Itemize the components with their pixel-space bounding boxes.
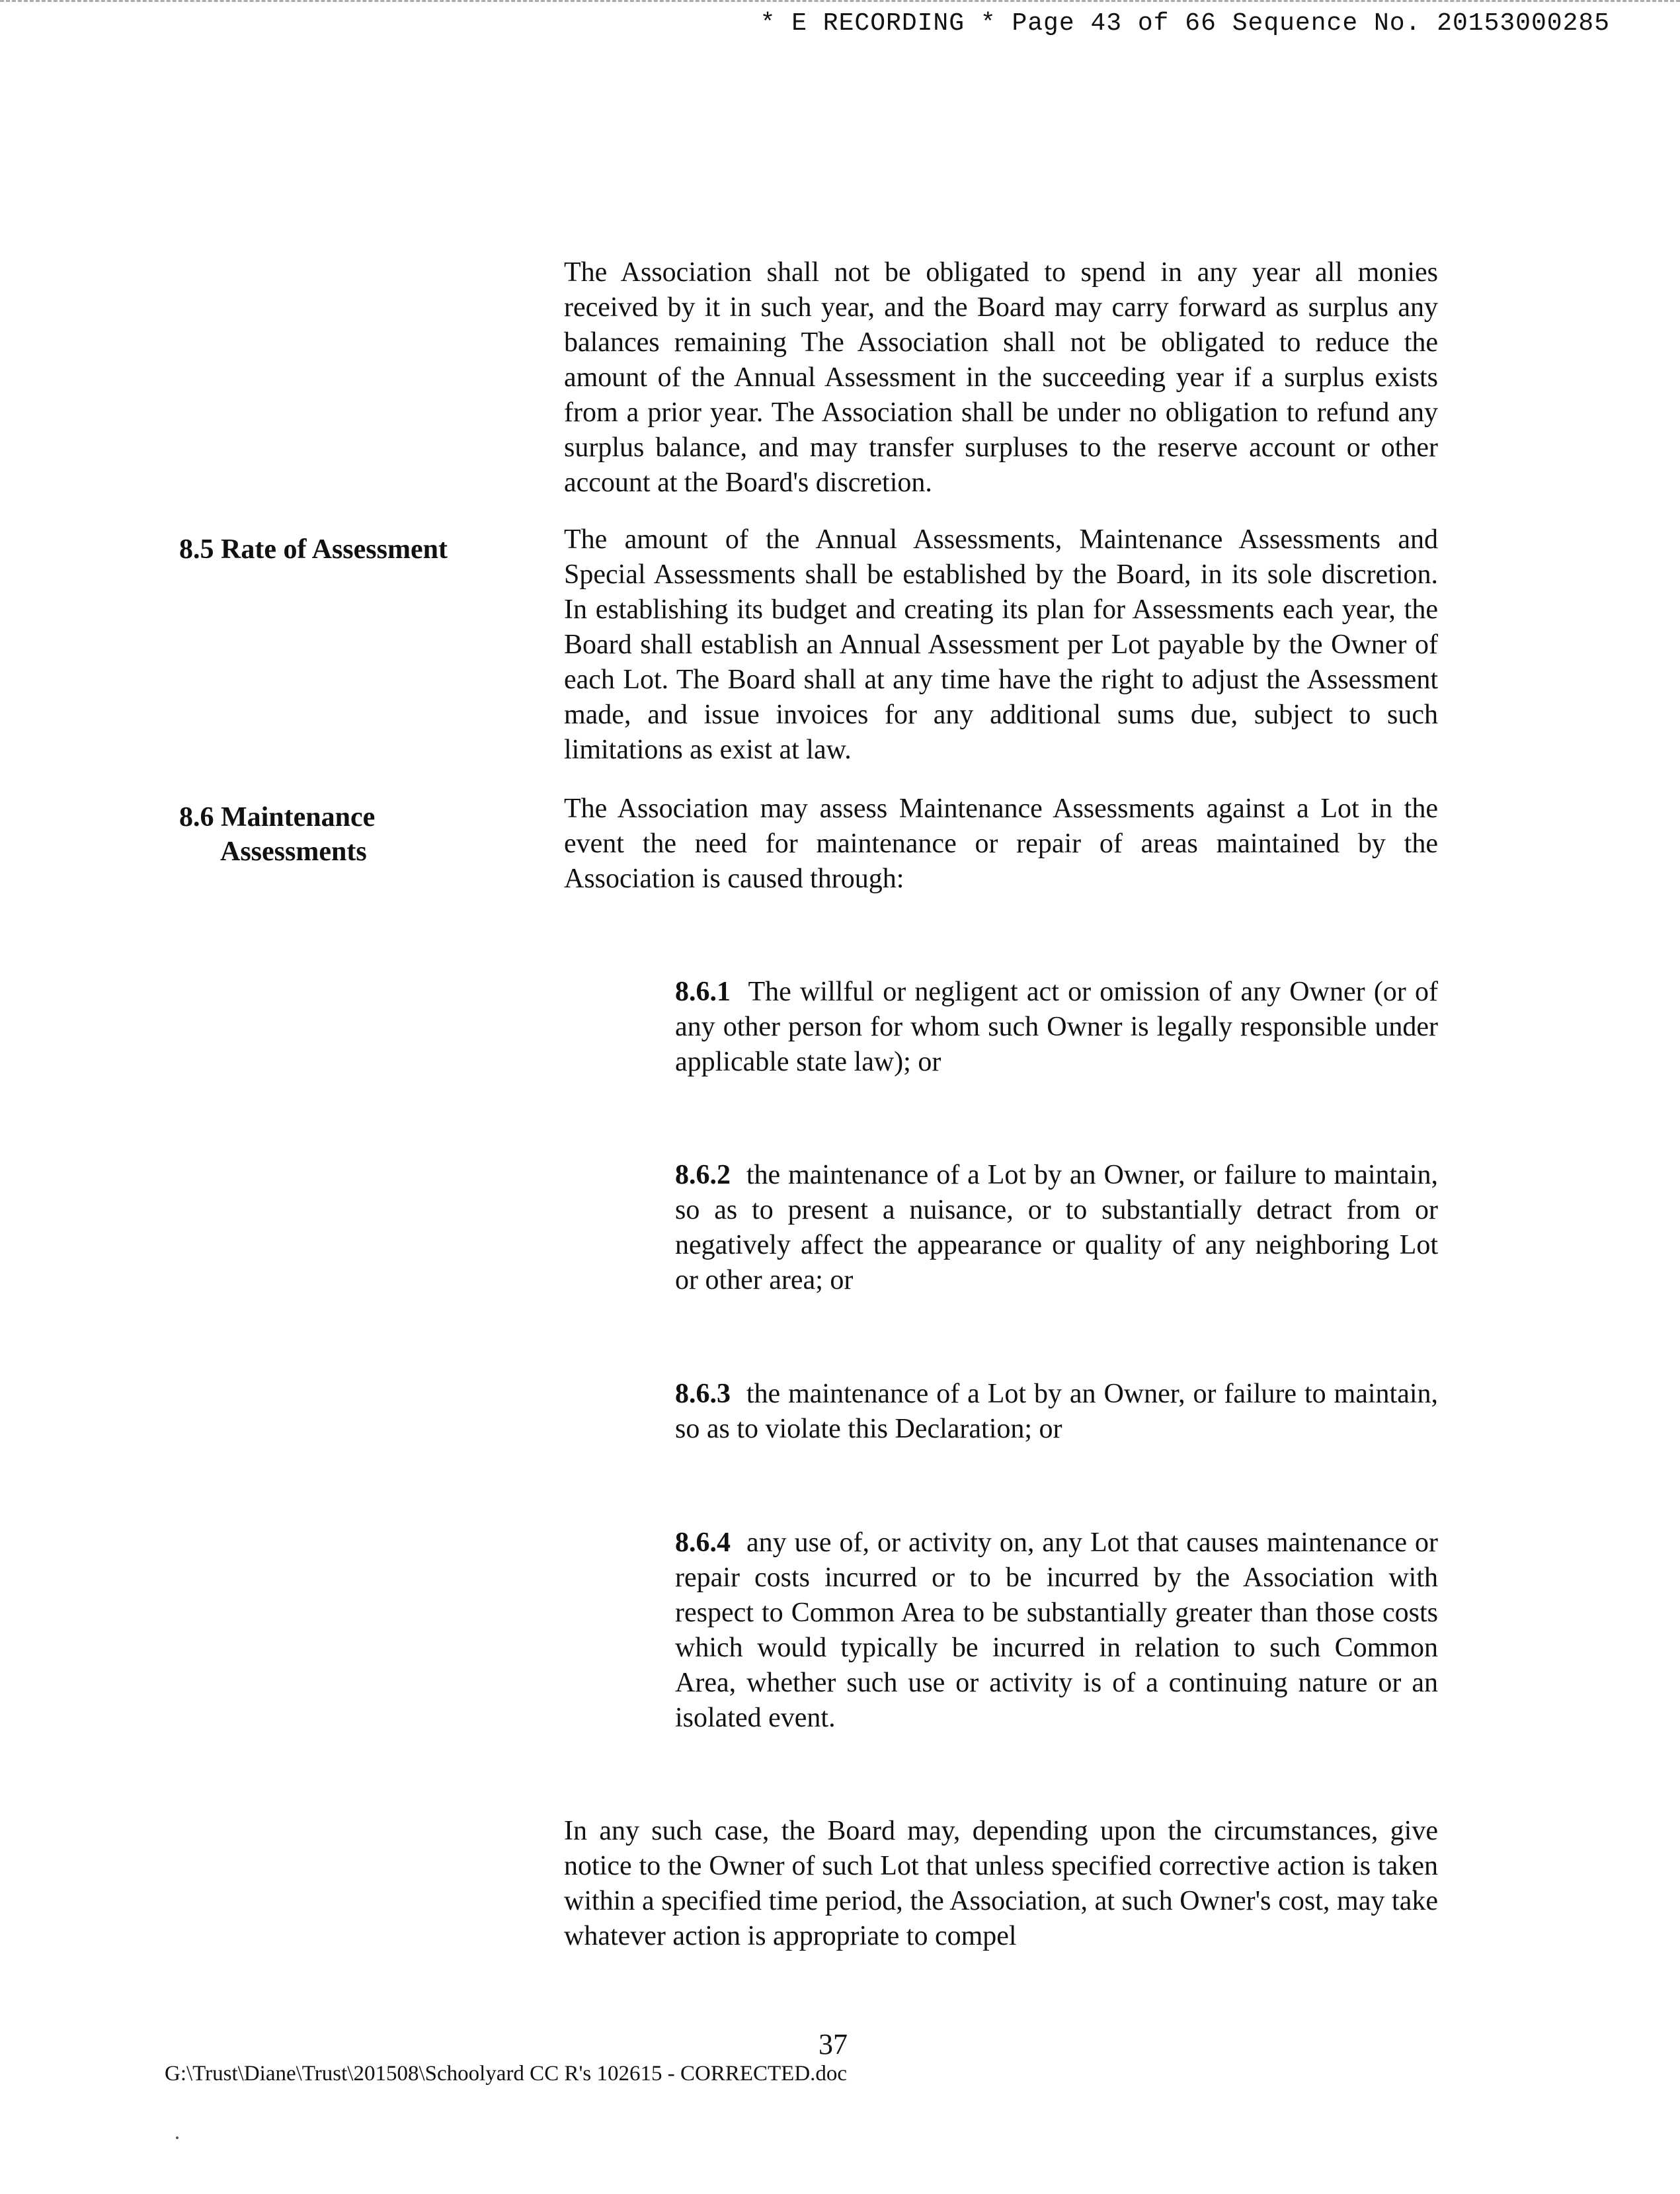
intro-paragraph: The Association shall not be obligated to spend in any year all monies received by it in such year, and the Board may carry forward as surplus any balances remaining The Association shall not be obligated to reduce the amount of the Annual Assessment in the succeeding year if a surplus exists from a prior year. The Association shall be under no obligation to refund any surplus balance, and may transfer surpluses to the reserve account or other account at the Board's discretion. bbox=[564, 257, 1438, 498]
recording-stamp: * E RECORDING * Page 43 of 66 Sequence No. 20153000285 bbox=[760, 9, 1610, 38]
subsection-8-6-2 bbox=[675, 1158, 1438, 1298]
subsection-number: 8.6.4 bbox=[675, 1527, 731, 1558]
section-8-6-heading-line1: 8.6 Maintenance bbox=[179, 802, 376, 833]
subsection-text: the maintenance of a Lot by an Owner, or failure to maintain, so as to present a nuisance, or to substantially detract from or negatively affect the appearance or quality of any neighboring Lot or other area; or bbox=[675, 1160, 1439, 1295]
subsection-8-6-4 bbox=[675, 1525, 1438, 1736]
subsection-text: any use of, or activity on, any Lot that causes maintenance or repair costs incurred or to be incurred by the Association with respect to Common Area to be substantially greater than those costs which would typically be incurred in relation to such Common Area, whether such use or activity is of a continuing nature or an isolated event. bbox=[675, 1527, 1438, 1733]
subsection-number: 8.6.3 bbox=[675, 1379, 731, 1409]
subsection-number: 8.6.1 bbox=[675, 977, 731, 1007]
section-8-6-heading-line2: Assessments bbox=[220, 836, 367, 867]
section-8-6-text: The Association may assess Maintenance Assessments against a Lot in the event the need for maintenance or repair of areas maintained by the Association is caused through: bbox=[564, 793, 1438, 894]
page-number: 37 bbox=[819, 2028, 848, 2060]
subsection-text: The willful or negligent act or omission of any Owner (or of any other person for whom such Owner is legally responsible under applicable state law); or bbox=[675, 977, 1439, 1077]
section-8-5-heading: 8.5 Rate of Assessment bbox=[179, 534, 448, 565]
scan-speck bbox=[176, 2136, 179, 2139]
subsection-8-6-3 bbox=[675, 1377, 1438, 1447]
scan-top-border bbox=[0, 0, 1680, 2]
section-8-5-text: The amount of the Annual Assessments, Maintenance Assessments and Special Assessments shall be established by the Board, in its sole discretion. In establishing its budget and creating its plan for Assessments each year, the Board shall establish an Annual Assessment per Lot payable by the Owner of each Lot. The Board shall at any time have the right to adjust the Assessment made, and issue invoices for any additional sums due, subject to such limitations as exist at law. bbox=[564, 524, 1438, 765]
closing-paragraph: In any such case, the Board may, depending upon the circumstances, give notice to the Owner of such Lot that unless specified corrective action is taken within a specified time period, the Association, at such Owner's cost, may take whatever action is appropriate to compel bbox=[564, 1816, 1438, 1951]
footer-file-path: G:\Trust\Diane\Trust\201508\Schoolyard CC R's 102615 - CORRECTED.doc bbox=[165, 2062, 848, 2086]
section-8-6-heading bbox=[179, 800, 375, 869]
subsection-8-6-1 bbox=[675, 975, 1438, 1080]
subsection-text: the maintenance of a Lot by an Owner, or failure to maintain, so as to violate this Declaration; or bbox=[675, 1379, 1439, 1444]
subsection-number: 8.6.2 bbox=[675, 1160, 731, 1190]
